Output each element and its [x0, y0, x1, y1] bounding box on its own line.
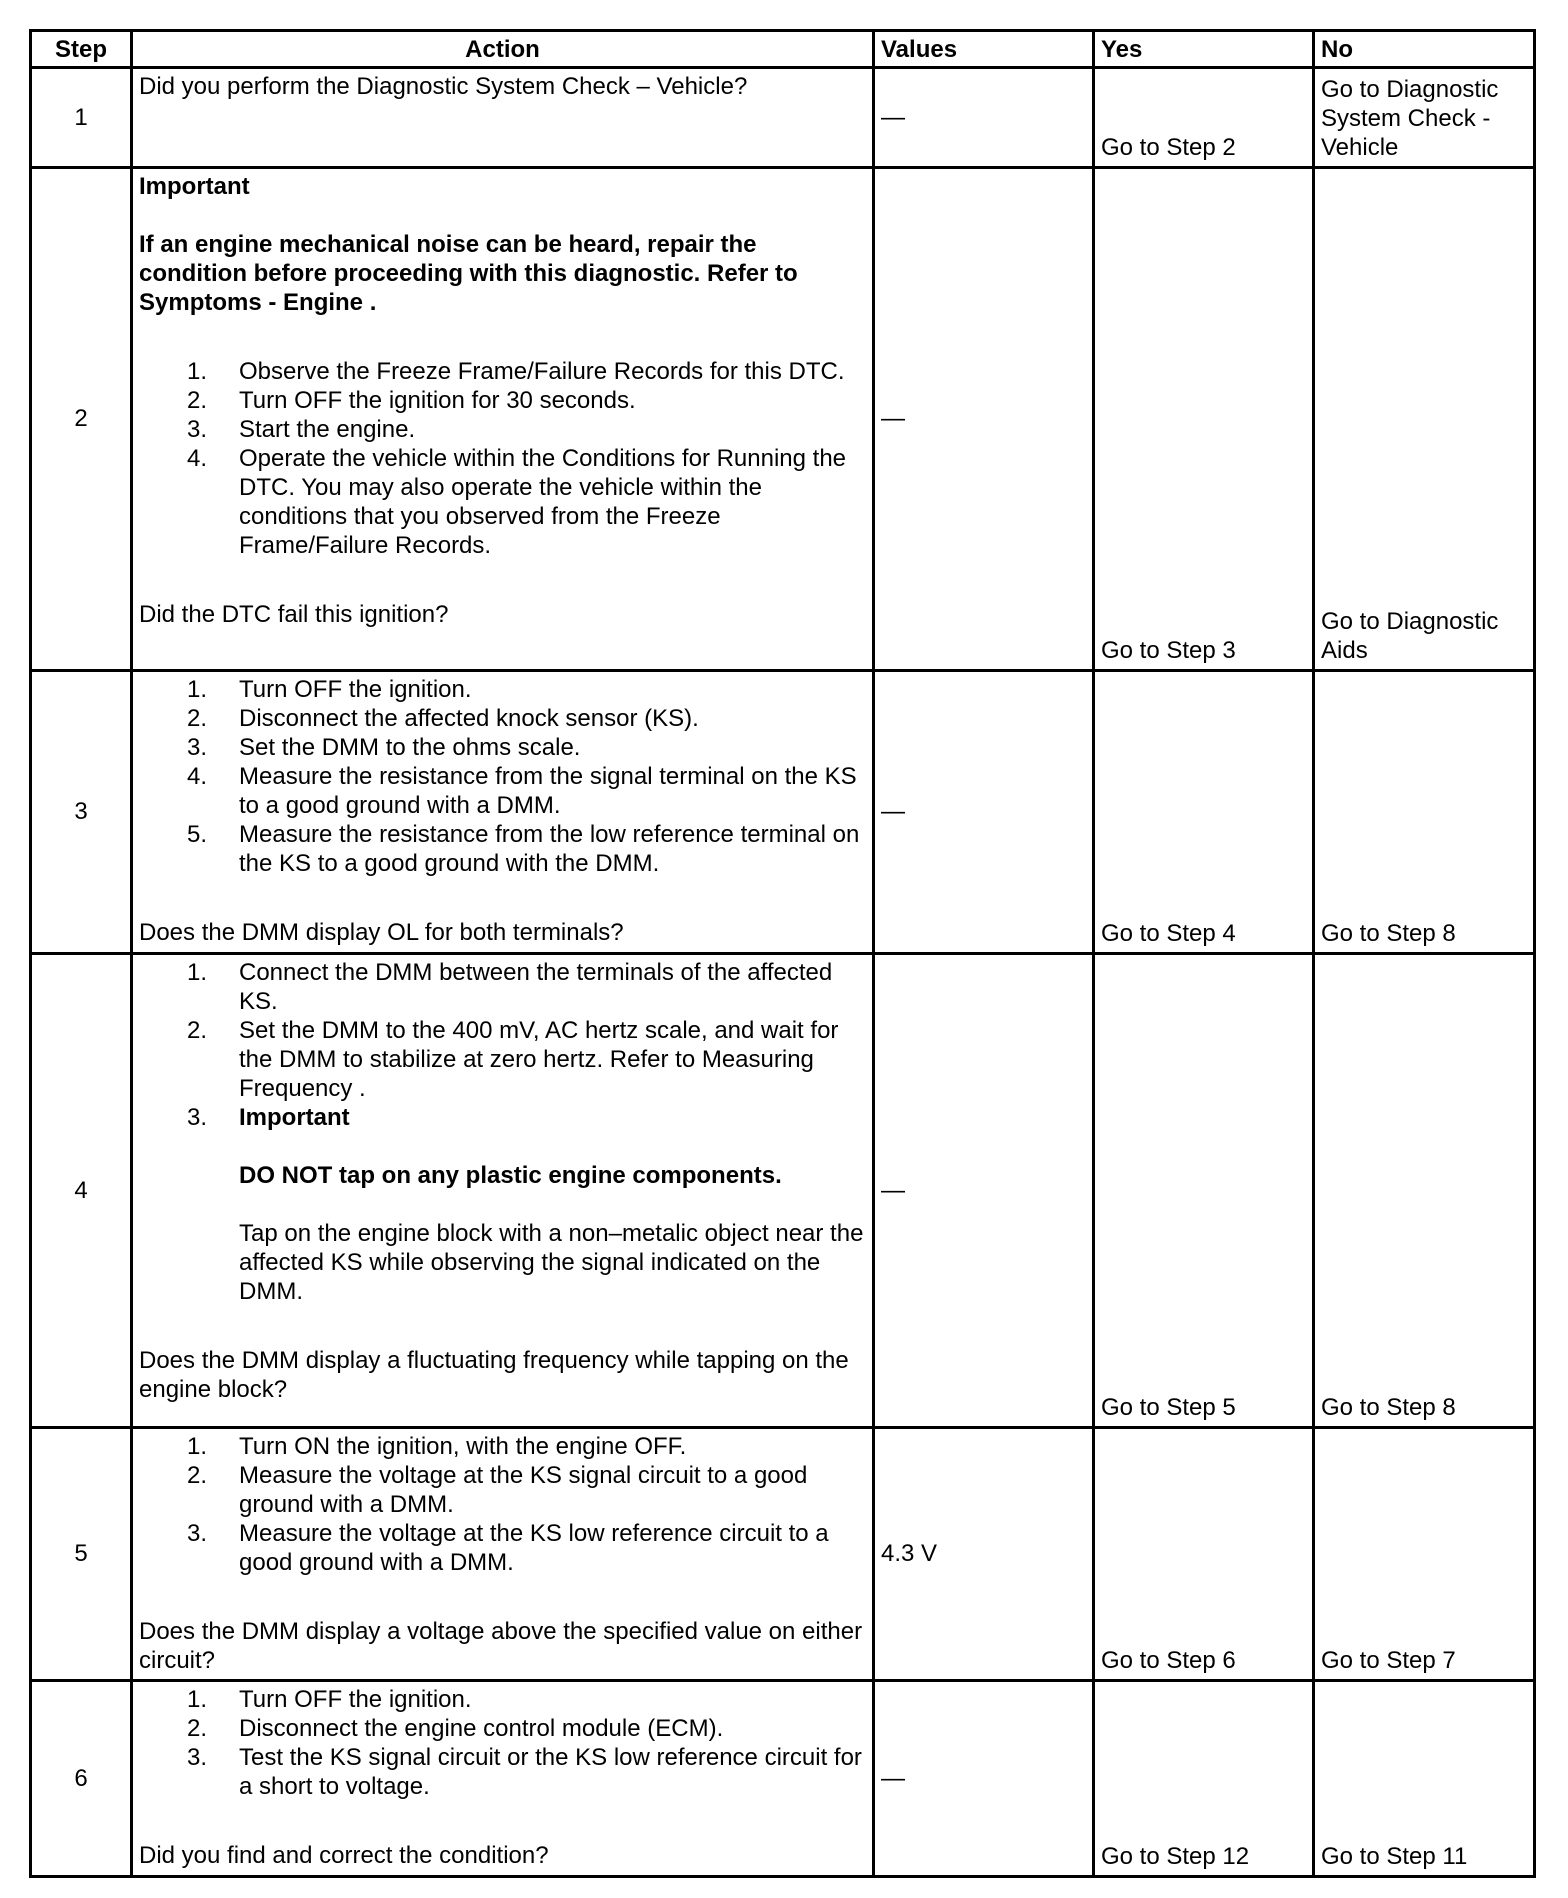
list-item: 2. Turn OFF the ignition for 30 seconds. [187, 387, 636, 414]
table-row [31, 954, 1535, 1428]
value-cell: — [874, 1681, 1094, 1877]
value-cell: — [874, 671, 1094, 954]
value-cell: — [874, 168, 1094, 671]
list-item: 2. Disconnect the engine control module (ECM). [187, 1715, 724, 1742]
header-row [31, 31, 1535, 68]
yes-cell: Go to Step 2 [1094, 68, 1314, 168]
action-cell [132, 671, 874, 954]
list-item: 3. Set the DMM to the ohms scale. [187, 734, 581, 761]
list-item: 1. Turn OFF the ignition. [187, 676, 472, 703]
step-question: Did you find and correct the condition? [139, 1842, 549, 1869]
list-item: 1. Turn OFF the ignition. [187, 1686, 472, 1713]
list-item: 3. Start the engine. [187, 416, 416, 443]
no-cell: Go to Step 7 [1314, 1428, 1535, 1681]
procedure-list [139, 1432, 866, 1577]
list-item: 3. Important DO NOT tap on any plastic engine components. Tap on the engine block with a non–metalic object near the affected KS while observing the signal indicated on the DMM. [139, 1103, 866, 1306]
procedure-list [139, 357, 866, 560]
list-item: 1. Observe the Freeze Frame/Failure Records for this DTC. [187, 358, 845, 385]
step-question: Does the DMM display a voltage above the specified value on either circuit? [139, 1618, 863, 1674]
table-row [31, 68, 1535, 168]
important-label: Important [139, 173, 250, 200]
step-number: 5 [31, 1428, 132, 1681]
header-action: Action [132, 31, 874, 68]
important-label: Important [239, 1104, 350, 1131]
yes-cell: Go to Step 6 [1094, 1428, 1314, 1681]
list-item: 2. Set the DMM to the 400 mV, AC hertz scale, and wait for the DMM to stabilize at zero hertz. Refer to Measuring Frequency . [187, 1017, 839, 1102]
yes-cell: Go to Step 5 [1094, 954, 1314, 1428]
no-cell: Go to Step 11 [1314, 1681, 1535, 1877]
value-cell: — [874, 68, 1094, 168]
list-item: 2. Disconnect the affected knock sensor (KS). [187, 705, 699, 732]
no-cell: Go to Step 8 [1314, 671, 1535, 954]
step-number: 4 [31, 954, 132, 1428]
table-row [31, 671, 1535, 954]
no-cell: Go to Step 8 [1314, 954, 1535, 1428]
list-item: 2. Measure the voltage at the KS signal circuit to a good ground with a DMM. [187, 1462, 808, 1518]
step-question: Does the DMM display OL for both terminals? [139, 919, 624, 946]
list-item: 4. Operate the vehicle within the Conditions for Running the DTC. You may also operate the vehicle within the conditions that you observed from the Freeze Frame/Failure Records. [187, 445, 847, 559]
yes-cell: Go to Step 4 [1094, 671, 1314, 954]
action-cell [132, 1681, 874, 1877]
header-yes: Yes [1094, 31, 1314, 68]
step-number: 1 [31, 68, 132, 168]
step-number: 6 [31, 1681, 132, 1877]
table-row [31, 1681, 1535, 1877]
diagnostic-table [29, 29, 1536, 1878]
value-cell: 4.3 V [874, 1428, 1094, 1681]
action-cell [132, 1428, 874, 1681]
action-cell [132, 954, 874, 1428]
table-row [31, 1428, 1535, 1681]
list-item: 5. Measure the resistance from the low reference terminal on the KS to a good ground with the DMM. [187, 821, 860, 877]
procedure-list [139, 675, 866, 878]
procedure-list [139, 1685, 866, 1801]
step-question: Did the DTC fail this ignition? [139, 601, 449, 628]
list-item: 1. Turn ON the ignition, with the engine OFF. [187, 1433, 687, 1460]
header-no: No [1314, 31, 1535, 68]
list-item: 1. Connect the DMM between the terminals of the affected KS. [187, 959, 833, 1015]
yes-cell: Go to Step 12 [1094, 1681, 1314, 1877]
yes-cell: Go to Step 3 [1094, 168, 1314, 671]
table-row [31, 168, 1535, 671]
list-item: 3. Test the KS signal circuit or the KS low reference circuit for a short to voltage. [187, 1744, 862, 1800]
procedure-text: Tap on the engine block with a non–metalic object near the affected KS while observing the signal indicated on the DMM. [239, 1220, 864, 1305]
procedure-list [139, 958, 866, 1306]
step-question: Does the DMM display a fluctuating frequency while tapping on the engine block? [139, 1347, 849, 1403]
no-cell: Go to Diagnostic Aids [1314, 168, 1535, 671]
no-cell: Go to Diagnostic System Check - Vehicle [1314, 68, 1535, 168]
header-step: Step [31, 31, 132, 68]
list-item: 3. Measure the voltage at the KS low reference circuit to a good ground with a DMM. [187, 1520, 829, 1576]
action-cell [132, 168, 874, 671]
value-cell: — [874, 954, 1094, 1428]
step-number: 3 [31, 671, 132, 954]
important-text: If an engine mechanical noise can be heard, repair the condition before proceeding with this diagnostic. Refer to Symptoms - Engine . [139, 231, 798, 316]
step-question: Did you perform the Diagnostic System Check – Vehicle? [139, 73, 748, 100]
list-item: 4. Measure the resistance from the signal terminal on the KS to a good ground with a DMM. [187, 763, 857, 819]
header-values: Values [874, 31, 1094, 68]
important-text: DO NOT tap on any plastic engine components. [239, 1162, 782, 1189]
action-cell [132, 68, 874, 168]
step-number: 2 [31, 168, 132, 671]
